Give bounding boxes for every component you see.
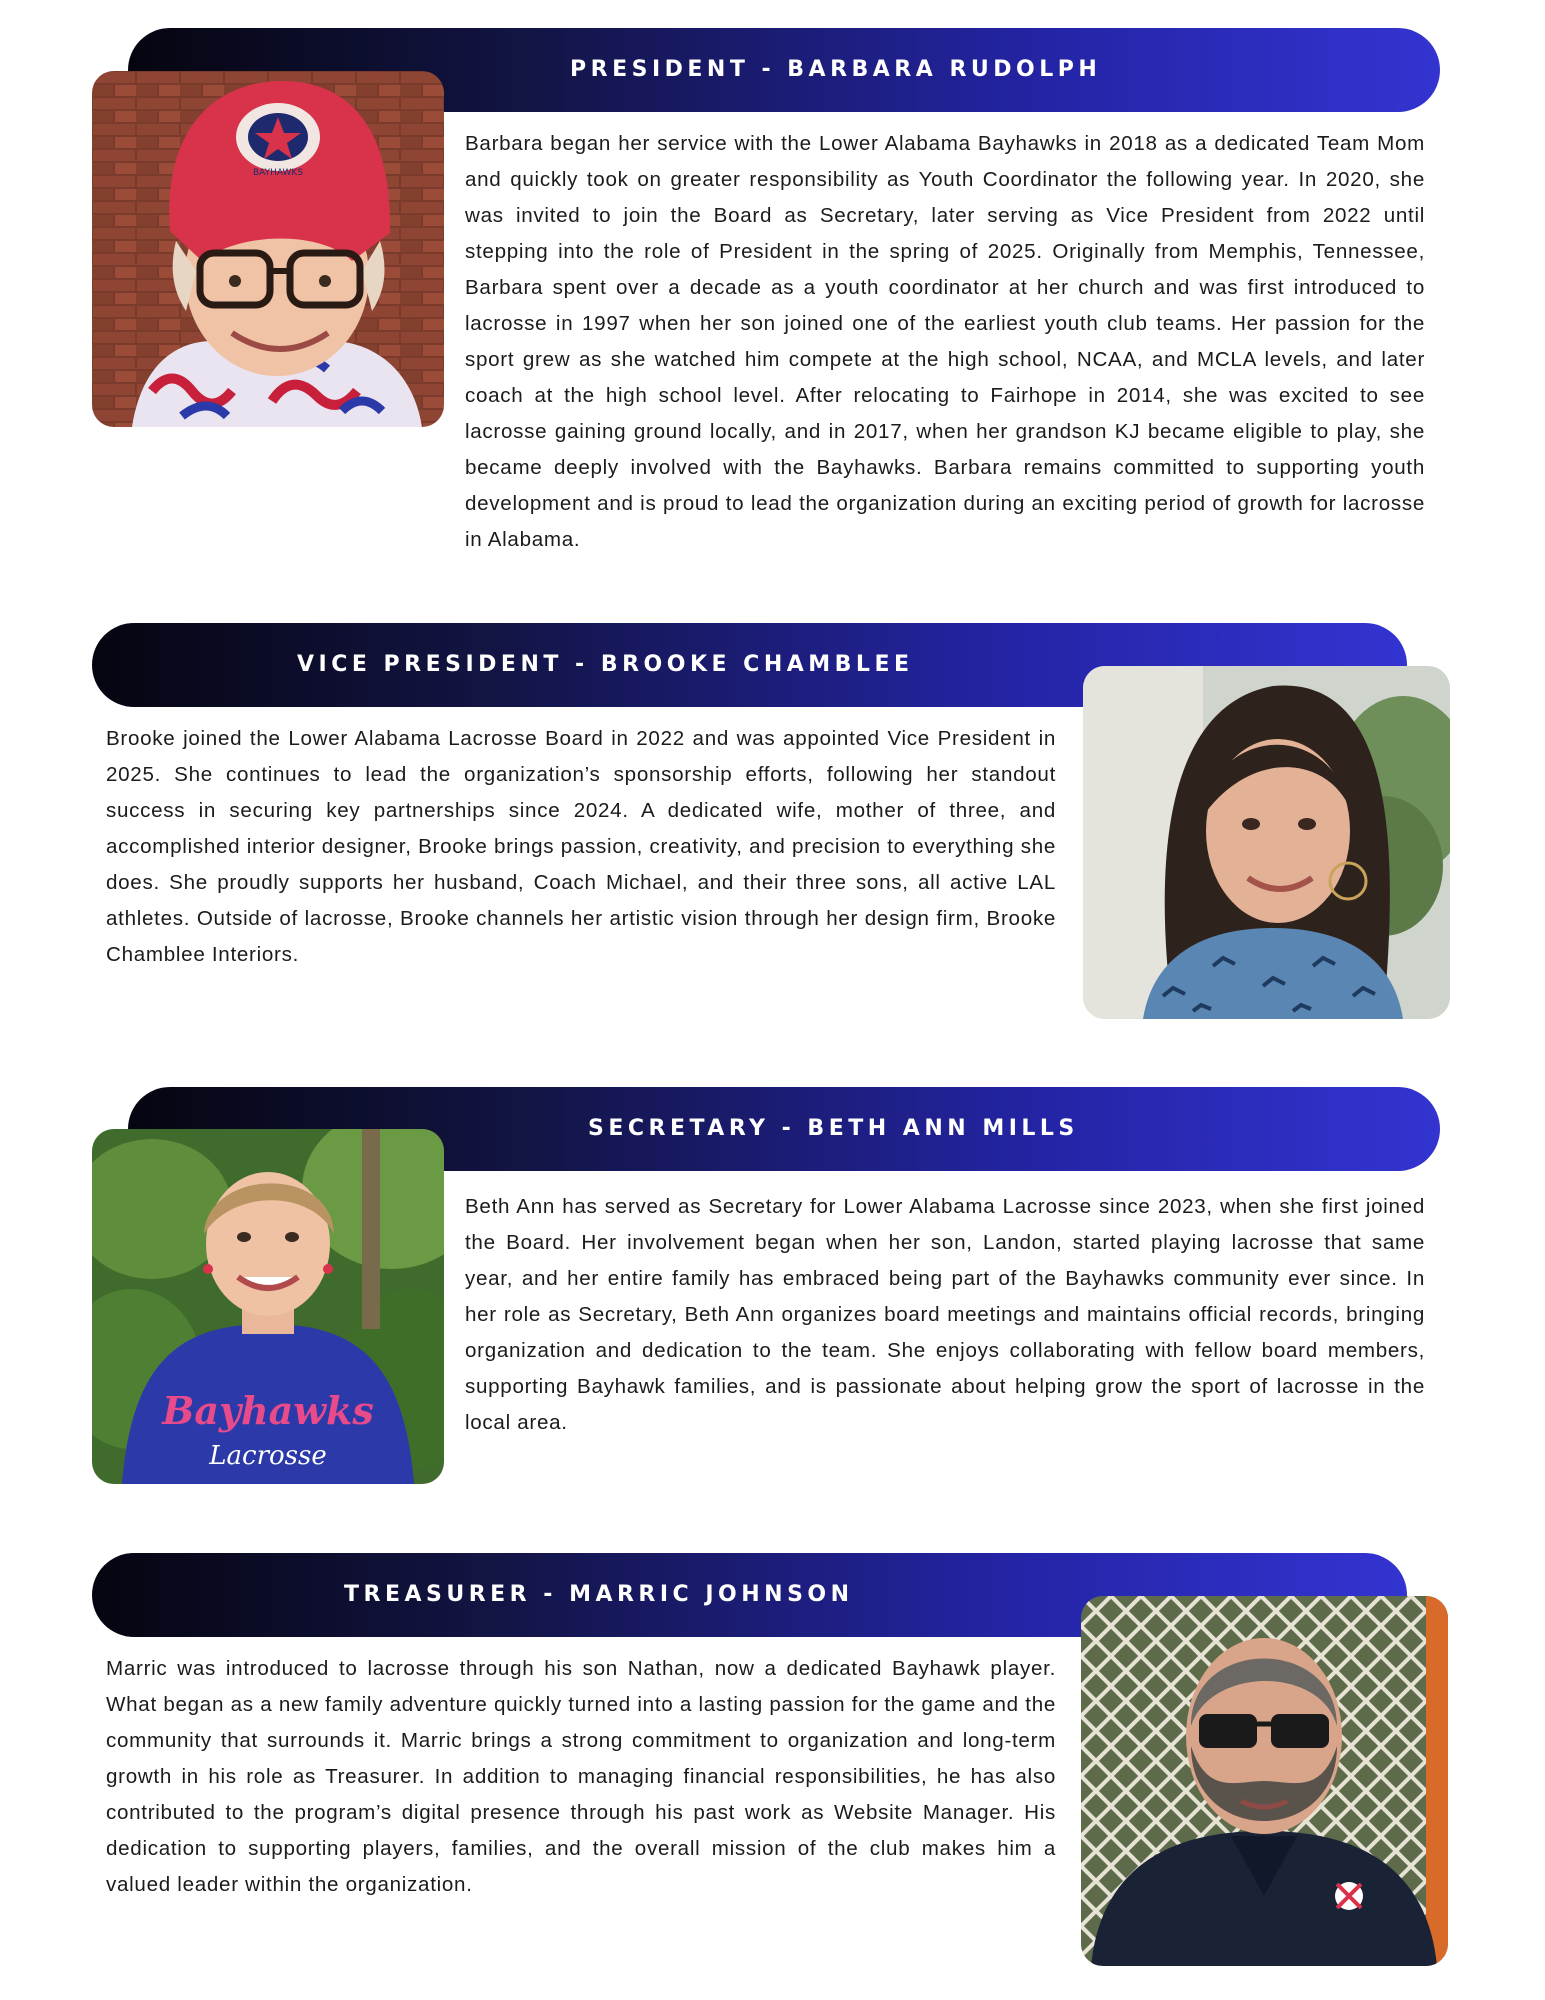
president-photo <box>92 71 444 427</box>
treasurer-bio: Marric was introduced to lacrosse through his son Nathan, now a dedicated Bayhawk player. What began as a new family adventure quickly turned into a lasting passion for the game and the community that surrounds it. Marric brings a strong commitment to organization and long-term growth in his role as Treasurer. In addition to managing financial responsibilities, he has also contributed to the program’s digital presence through his past work as Website Manager. His dedication to supporting players, families, and the overall mission of the club makes him a valued leader within the organization. <box>106 1657 1056 1896</box>
president-title: PRESIDENT - BARBARA RUDOLPH <box>570 57 1102 82</box>
vice-president-bio: Brooke joined the Lower Alabama Lacrosse Board in 2022 and was appointed Vice President in 2025. She continues to lead the organization’s sponsorship efforts, following her standout success in securing key partnerships since 2024. A dedicated wife, mother of three, and accomplished interior designer, Brooke brings passion, creativity, and precision to everything she does. She proudly supports her husband, Coach Michael, and their three sons, all active LAL athletes. Outside of lacrosse, Brooke channels her artistic vision through her design firm, Brooke Chamblee Interiors. <box>106 727 1056 966</box>
lacrosse-logo-icon <box>1335 1882 1363 1910</box>
vice-president-title: VICE PRESIDENT - BROOKE CHAMBLEE <box>297 652 914 677</box>
secretary-title: SECRETARY - BETH ANN MILLS <box>588 1116 1079 1141</box>
secretary-bio: Beth Ann has served as Secretary for Lower Alabama Lacrosse since 2023, when she first joined the Board. Her involvement began when her son, Landon, started playing lacrosse that same year, and her entire family has embraced being part of the Bayhawks community ever since. In her role as Secretary, Beth Ann organizes board meetings and maintains official records, bringing organization and dedication to the team. She enjoys collaborating with fellow board members, supporting Bayhawk families, and is passionate about helping grow the sport of lacrosse in the local area. <box>465 1195 1425 1434</box>
president-bio: Barbara began her service with the Lower Alabama Bayhawks in 2018 as a dedicated Team Mom and quickly took on greater responsibility as Youth Coordinator the following year. In 2020, she was invited to join the Board as Secretary, later serving as Vice President from 2022 until stepping into the role of President in the spring of 2025. Originally from Memphis, Tennessee, Barbara spent over a decade as a youth coordinator at her church and was first introduced to lacrosse in 1997 when her son joined one of the earliest youth club teams. Her passion for the sport grew as she watched him compete at the high school, NCAA, and MCLA levels, and later coach at the high school level. After relocating to Fairhope in 2014, she was excited to see lacrosse gaining ground locally, and in 2017, when her grandson KJ became eligible to play, she became deeply involved with the Bayhawks. Barbara remains committed to supporting youth development and is proud to lead the organization during an exciting period of growth for lacrosse in Alabama. <box>465 132 1425 551</box>
vice-president-photo <box>1083 666 1450 1019</box>
hat-logo-text: BAYHAWKS <box>252 168 304 178</box>
shirt-logo-text: Bayhawks <box>162 1388 374 1433</box>
shirt-logo-subtext: Lacrosse <box>209 1441 327 1471</box>
treasurer-title: TREASURER - MARRIC JOHNSON <box>344 1582 854 1607</box>
treasurer-photo <box>1081 1596 1448 1966</box>
secretary-photo <box>92 1129 444 1484</box>
